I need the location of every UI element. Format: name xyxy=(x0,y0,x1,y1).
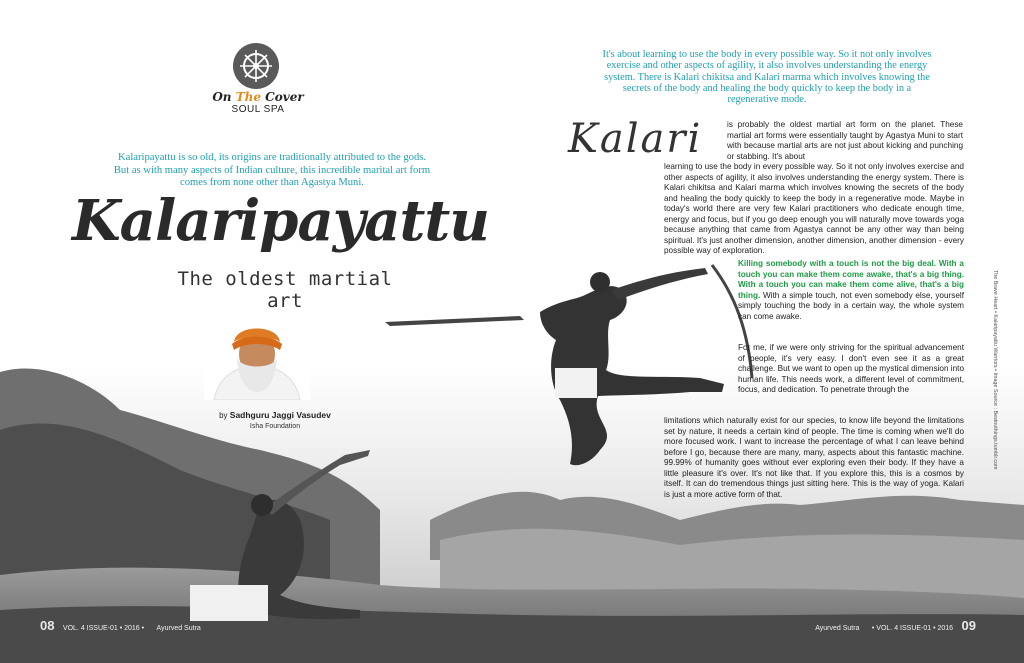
section-title xyxy=(212,90,304,104)
footer-brand-right: Ayurved Sutra xyxy=(815,625,860,632)
article-title: Kalaripayattu xyxy=(72,188,490,254)
intro-paragraph: Kalaripayattu is so old, its origins are traditionally attributed to the gods. But as with many aspects of Indian culture, this incredible marital art form comes from none other than Agastya Muni. xyxy=(113,152,431,188)
section-label xyxy=(212,90,304,115)
article-subtitle: The oldest martial art xyxy=(177,268,393,312)
image-credit-text: The Brave Heart • Kalaripayattu Warriors • Image Source : Bestnuthings.tumblr.com xyxy=(992,270,998,470)
section-title-the: The xyxy=(235,90,261,104)
byline-prefix: by xyxy=(219,411,230,420)
body-paragraph-1b: learning to use the body in every possible way. So it not only involves exercise and other aspects of agility, it also involves understanding the energy system. There is Kalari chikitsa and Kalari marma which involves knowing the secrets of the body and healing the body quickly to keep the body in a regenerative mode. Maybe in today's world there are very few Kalari practitioners who dedicate enough time, energy and focus, but if you go deep enough you will naturally move towards yoga because anything that came from Agastya cannot be any other way than being spiritual. It's just another dimension, another dimension, another dimension - every possible way of exploration. xyxy=(664,162,964,255)
footer-issue-left: VOL. 4 ISSUE-01 • 2016 • xyxy=(62,625,145,632)
wheel-logo-icon xyxy=(233,43,279,89)
body-paragraph-3b: limitations which naturally exist for our species, to know life beyond the limitations set by nature, it needs a certain kind of people. The time is coming when we'll do more focused work. I want to increase the percentage of what I can leave behind before I go, because there are many, many, aspects about this fantastic machine. 99.99% of humanity goes without ever exploring even their body. If they have a little pleasure it's over. It's not like that. If you explore this, this is a cosmos by itself. It can do tremendous things just sitting here. This is the way of yoga. Kalari is just a more active form of that. xyxy=(664,416,964,499)
body-paragraph-3a: For me, if we were only striving for the spiritual advancement of people, it's very easy. I don't even see it as a great challenge. But we want to open up the mystical dimension into human life. This needs work, a different level of commitment, focus, and dedication. To penetrate through the xyxy=(738,343,964,394)
image-credit xyxy=(990,270,1000,570)
footer-issue-right: • VOL. 4 ISSUE-01 • 2016 xyxy=(871,625,954,632)
author-portrait xyxy=(204,314,310,400)
highlight-quote: Killing somebody with a touch is not the big deal. With a touch you can make them come awake, that's a big thing. With a touch you can make them come alive, that's a big thing. xyxy=(738,259,964,300)
page-number-left: 08 xyxy=(40,618,55,633)
body-paragraph-2 xyxy=(738,259,964,322)
author-name: Sadhguru Jaggi Vasudev xyxy=(229,410,331,420)
footer-left xyxy=(40,617,205,635)
section-title-pre: On xyxy=(212,90,236,104)
byline xyxy=(190,405,360,430)
author-organization: Isha Foundation xyxy=(249,423,301,430)
section-title-post: Cover xyxy=(260,90,304,104)
page-number-right: 09 xyxy=(961,618,976,633)
drop-cap-word: Kalari xyxy=(568,116,703,162)
footer-right xyxy=(811,617,976,635)
body-paragraph-2-rest: With a simple touch, not even somebody else, yourself simply touching the body in a certain way, the whole system can come awake. xyxy=(738,290,964,321)
body-paragraph-1a: is probably the oldest martial art form on the planet. These martial art forms were essentially taught by Agastya Muni to start with because martial arts are not just about kicking and punching or stabbing. It's about xyxy=(727,120,963,161)
pull-quote: It's about learning to use the body in every possible way. So it not only involves exercise and other aspects of agility, it also involves understanding the energy system. There is Kalari chikitsa and Kalari marma which involves knowing the secrets of the body and healing the body quickly to keep the body in a regenerative mode. xyxy=(602,49,932,106)
footer-brand-left: Ayurved Sutra xyxy=(156,625,201,632)
section-subtitle: SOUL SPA xyxy=(231,104,285,115)
